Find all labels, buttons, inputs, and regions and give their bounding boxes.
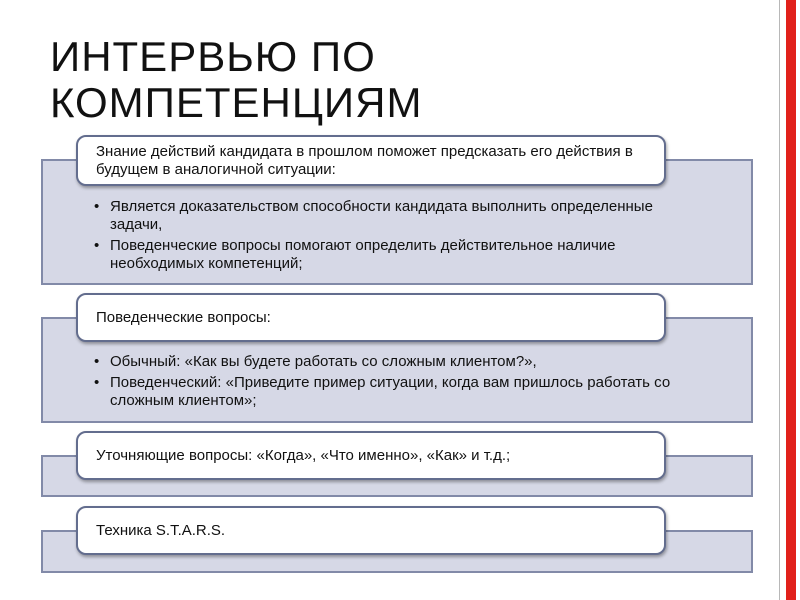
block-4-heading [76, 506, 666, 555]
slide-title [50, 34, 750, 126]
block-2-heading-text: Поведенческие вопросы: [96, 308, 271, 326]
block-4-heading-text: Техника S.T.A.R.S. [96, 521, 226, 539]
block-2-bullets [94, 353, 694, 413]
block-3-heading [76, 431, 666, 480]
block-1-bullet-2: • Поведенческие вопросы помогают определить действительное наличие необходимых компетенций; [94, 237, 694, 273]
block-1-bullet-1: • Является доказательством способности кандидата выполнить определенные задачи, [94, 198, 694, 234]
block-1-heading-text: Знание действий кандидата в прошлом поможет предсказать его действия в будущем в аналогичной ситуации: [96, 142, 633, 178]
slide-edge-line [779, 0, 780, 600]
block-1-bullets [94, 198, 694, 276]
block-1-heading [76, 135, 666, 186]
slide-title-line-2: КОМПЕТЕНЦИЯМ [50, 79, 423, 126]
block-2-bullet-2: • Поведенческий: «Приведите пример ситуации, когда вам пришлось работать со сложным клиентом»; [94, 374, 694, 410]
block-3-heading-text: Уточняющие вопросы: «Когда», «Что именно», «Как» и т.д.; [96, 446, 511, 464]
block-2-heading [76, 293, 666, 342]
accent-bar [786, 0, 796, 600]
block-2-bullet-1: • Обычный: «Как вы будете работать со сложным клиентом?», [94, 353, 694, 371]
slide-title-line-1: ИНТЕРВЬЮ ПО [50, 33, 376, 80]
